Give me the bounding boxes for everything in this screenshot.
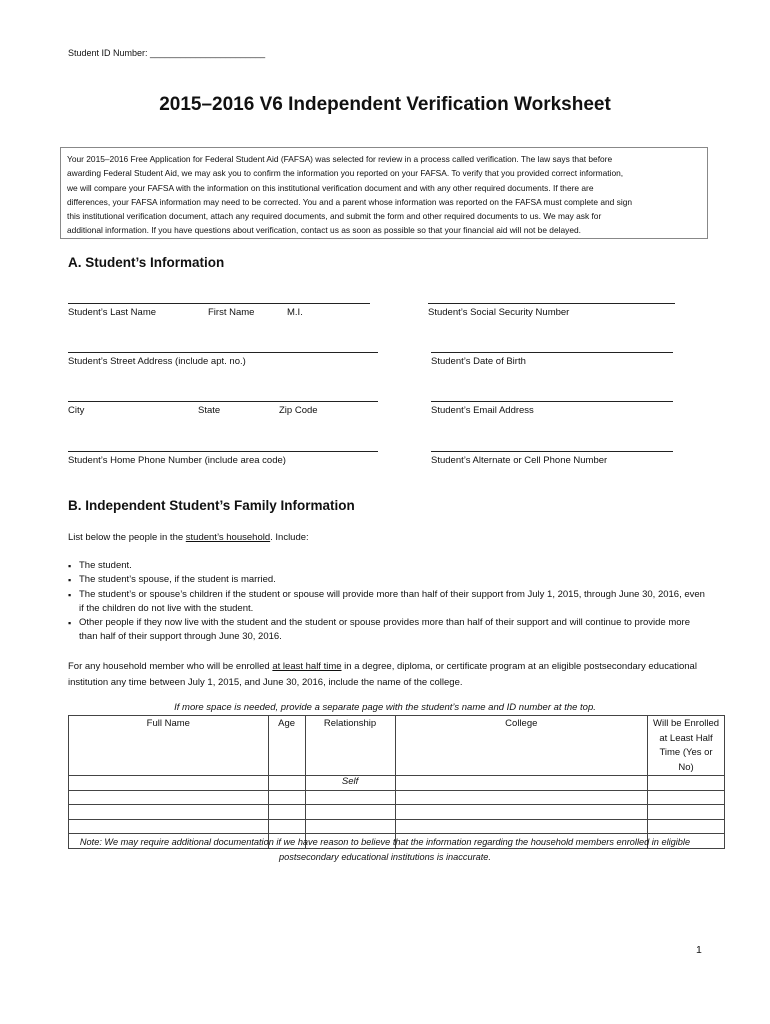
enrolled-cell[interactable] [648, 790, 725, 805]
relationship-cell[interactable] [305, 819, 395, 834]
age-cell[interactable] [268, 805, 305, 820]
relationship-cell[interactable] [305, 790, 395, 805]
col-header-enrolled: Will be Enrolled at Least Half Time (Yes or No) [648, 716, 725, 776]
mi-label: M.I. [287, 307, 303, 318]
college-cell[interactable] [395, 776, 648, 791]
street-field-line[interactable] [68, 352, 378, 353]
email-field-line[interactable] [431, 401, 673, 402]
name-cell[interactable] [69, 790, 269, 805]
household-table [68, 715, 725, 849]
intro-line: this institutional verification document, attach any required documents, and submit the form and other required documents to us. We may ask for [67, 211, 602, 222]
alt-phone-field-line[interactable] [431, 451, 673, 452]
ssn-label: Student’s Social Security Number [428, 307, 570, 318]
enrollment-text: in a degree, diploma, or certificate program at an eligible postsecondary educational institution any time between July 1, 2015, and June 30, 2016, include the name of the college. [68, 661, 697, 688]
list-item: ▪ The student’s spouse, if the student is married. [68, 573, 708, 587]
household-bullet-list [68, 559, 708, 645]
page-title: 2015–2016 V6 Independent Verification Worksheet [159, 94, 611, 115]
intro-line: Your 2015–2016 Free Application for Federal Student Aid (FAFSA) was selected for review in a process called verification. The law says that before [67, 154, 613, 164]
table-row [69, 776, 725, 791]
household-intro-text: List below the people in the [68, 532, 186, 543]
col-header-relationship: Relationship [305, 716, 395, 776]
zip-label: Zip Code [279, 405, 318, 416]
state-label: State [198, 405, 221, 416]
space-note: If more space is needed, provide a separate page with the student’s name and ID number at the top. [174, 702, 596, 713]
college-cell[interactable] [395, 790, 648, 805]
list-item: ▪ The student. [68, 559, 708, 573]
documentation-note: Note: We may require additional documentation if we have reason to believe that the information regarding the household members enrolled in eligible postsecondary educational institutions is inaccurate. [79, 837, 691, 862]
name-cell[interactable] [69, 776, 269, 791]
college-cell[interactable] [395, 819, 648, 834]
intro-line: we will compare your FAFSA with the information on this institutional verification document and with any other required documents. If there are [67, 182, 594, 193]
alt-phone-label: Student’s Alternate or Cell Phone Number [431, 455, 608, 466]
relationship-cell[interactable] [305, 805, 395, 820]
intro-line: additional information. If you have questions about verification, contact us as soon as possible so that your financial aid will not be delayed. [67, 225, 581, 236]
age-cell[interactable] [268, 790, 305, 805]
list-item: ▪ The student’s or spouse’s children if the student or spouse will provide more than half of their support from July 1, 2015, through June 30, 2016, even if the children do not live with the student. [68, 588, 708, 617]
age-cell[interactable] [268, 776, 305, 791]
household-intro [68, 532, 309, 543]
last-name-label: Student’s Last Name [68, 307, 157, 318]
street-label: Student’s Street Address (include apt. no.) [68, 356, 246, 367]
dob-label: Student’s Date of Birth [431, 356, 526, 367]
table-row [69, 819, 725, 834]
name-cell[interactable] [69, 805, 269, 820]
col-header-full-name: Full Name [69, 716, 269, 776]
table-row [69, 790, 725, 805]
household-intro-text: . Include: [270, 532, 309, 543]
half-time-term: at least half time [272, 661, 342, 672]
enrolled-cell[interactable] [648, 805, 725, 820]
enrolled-cell[interactable] [648, 776, 725, 791]
student-id-label: Student ID Number: _______________________ [68, 48, 266, 58]
age-cell[interactable] [268, 819, 305, 834]
page-number: 1 [696, 944, 702, 956]
college-cell[interactable] [395, 805, 648, 820]
name-cell[interactable] [69, 819, 269, 834]
col-header-age: Age [268, 716, 305, 776]
section-b-heading: B. Independent Student’s Family Information [68, 498, 355, 513]
home-phone-label: Student’s Home Phone Number (include area code) [68, 455, 286, 466]
list-item: ▪ Other people if they now live with the student and the student or spouse provides more than half of their support and will continue to provide more than half of their support through June 30, 2016. [68, 616, 708, 645]
intro-line: differences, your FAFSA information may need to be corrected. You and a parent whose information was reported on the FAFSA must complete and sign [67, 196, 633, 207]
intro-line: awarding Federal Student Aid, we may ask you to confirm the information you reported on your FAFSA. To verify that you provided correct information, [67, 168, 624, 179]
dob-field-line[interactable] [431, 352, 673, 353]
email-label: Student’s Email Address [431, 405, 534, 416]
intro-box [60, 147, 708, 239]
relationship-cell: Self [305, 776, 395, 791]
table-row [69, 805, 725, 820]
enrollment-paragraph [68, 659, 718, 690]
city-state-zip-field-line[interactable] [68, 401, 378, 402]
first-name-label: First Name [208, 307, 255, 318]
enrollment-text: For any household member who will be enrolled [68, 661, 273, 672]
household-term: student’s household [185, 532, 271, 543]
section-a-heading: A. Student’s Information [68, 255, 225, 270]
ssn-field-line[interactable] [428, 303, 675, 304]
home-phone-field-line[interactable] [68, 451, 378, 452]
city-label: City [68, 405, 85, 416]
enrolled-cell[interactable] [648, 819, 725, 834]
last-name-field-line[interactable] [68, 303, 370, 304]
col-header-college: College [395, 716, 648, 776]
